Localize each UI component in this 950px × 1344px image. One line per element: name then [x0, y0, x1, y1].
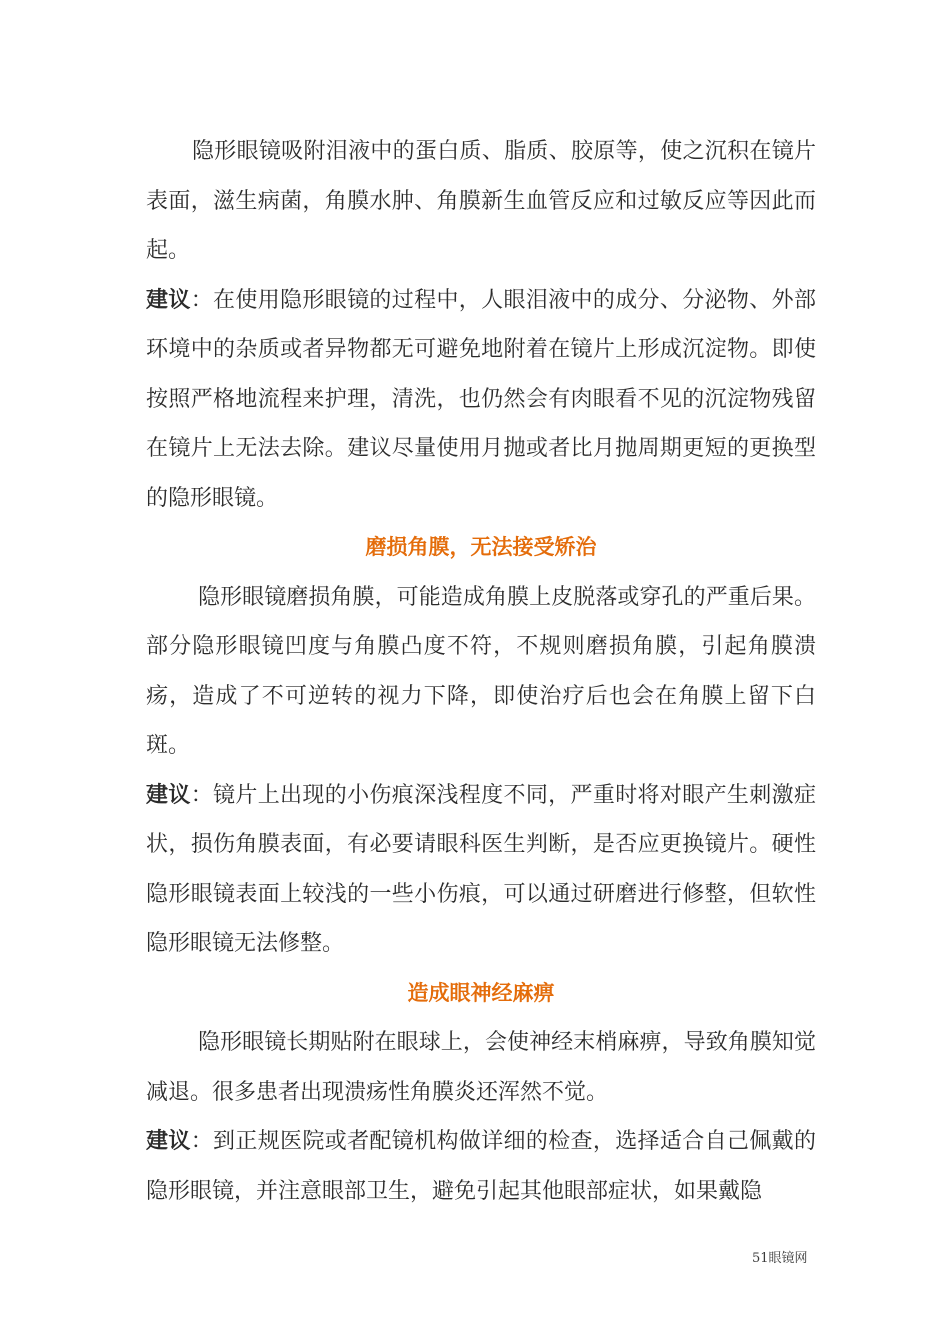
page-footer: 51眼镜网: [752, 1251, 808, 1266]
advice-text: 到正规医院或者配镜机构做详细的检查，选择适合自己佩戴的隐形眼镜，并注意眼部卫生，避免引起其他眼部症状，如果戴隐: [146, 1129, 816, 1204]
paragraph-protein-deposits: 隐形眼镜吸附泪液中的蛋白质、脂质、胶原等，使之沉积在镜片表面，滋生病菌，角膜水肿、角膜新生血管反应和过敏反应等因此而起。: [146, 139, 816, 263]
advice-text: 镜片上出现的小伤痕深浅程度不同，严重时将对眼产生刺激症状，损伤角膜表面，有必要请眼科医生判断，是否应更换镜片。硬性隐形眼镜表面上较浅的一些小伤痕，可以通过研磨进行修整，但软性隐形眼镜无法修整。: [146, 782, 816, 956]
advice-separator: ：: [190, 782, 214, 808]
advice-label: 建议: [146, 1129, 191, 1154]
advice-text: 在使用隐形眼镜的过程中，人眼泪液中的成分、分泌物、外部环境中的杂质或者异物都无可避免地附着在镜片上形成沉淀物。即使按照严格地流程来护理，清洗，也仍然会有肉眼看不见的沉淀物残留在镜片上无法去除。建议尽量使用月抛或者比月抛周期更短的更换型的隐形眼镜。: [146, 287, 816, 511]
section-heading-cornea-abrasion: 磨损角膜，无法接受矫治: [365, 535, 597, 559]
paragraph-cornea-abrasion: 隐形眼镜磨损角膜，可能造成角膜上皮脱落或穿孔的严重后果。部分隐形眼镜凹度与角膜凸度不符，不规则磨损角膜，引起角膜溃疡，造成了不可逆转的视力下降，即使治疗后也会在角膜上留下白斑。: [146, 584, 816, 758]
advice-paragraph-abrasion: [146, 771, 816, 969]
advice-paragraph-deposits: [146, 276, 816, 524]
advice-separator: ：: [190, 1129, 214, 1154]
advice-label: 建议: [146, 782, 191, 808]
section-heading-nerve-paralysis: 造成眼神经麻痹: [407, 980, 555, 1005]
advice-separator: ：: [190, 287, 214, 313]
paragraph-nerve-paralysis: 隐形眼镜长期贴附在眼球上，会使神经末梢麻痹，导致角膜知觉减退。很多患者出现溃疡性角膜炎还浑然不觉。: [146, 1030, 816, 1105]
document-body: [146, 127, 816, 1216]
advice-label: 建议: [146, 287, 191, 313]
advice-paragraph-nerve: [146, 1117, 816, 1216]
